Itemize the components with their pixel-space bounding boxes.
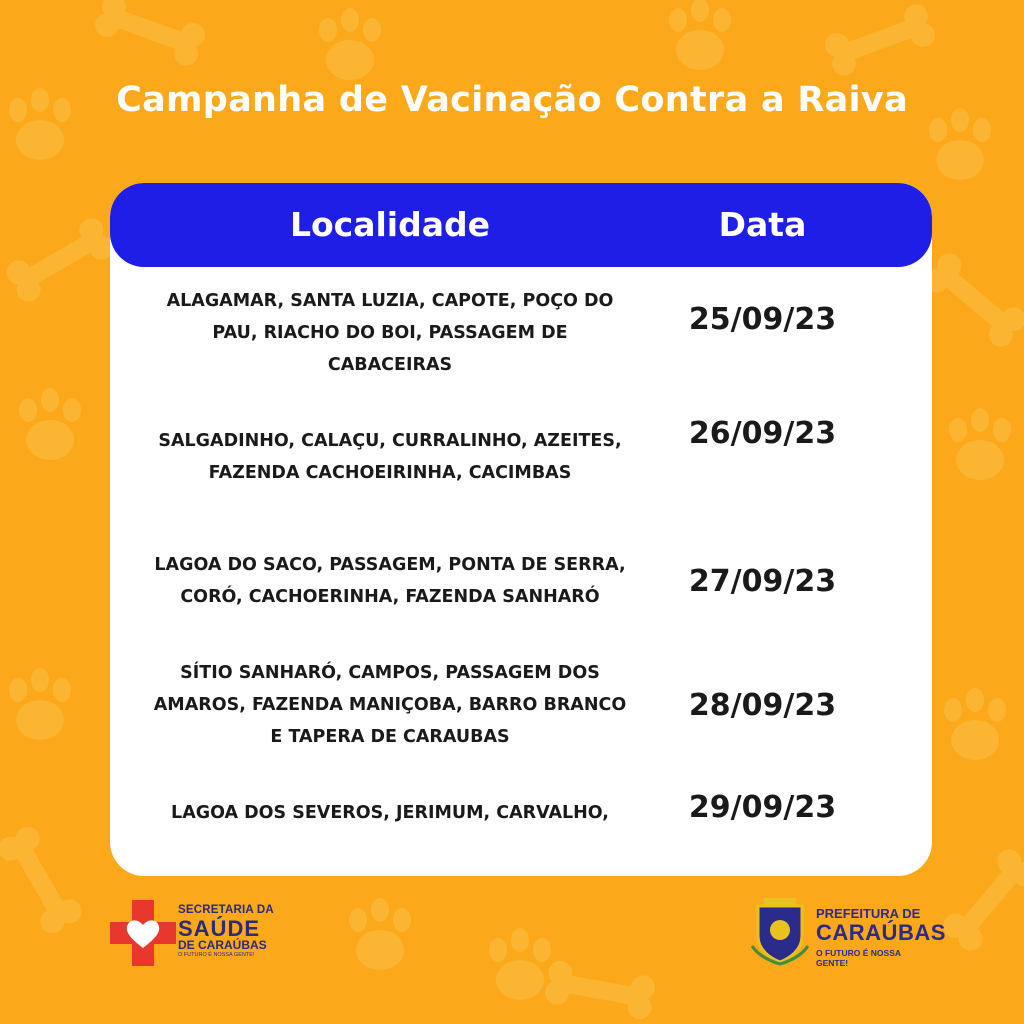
table-row — [110, 763, 932, 863]
bone-icon — [938, 844, 1024, 955]
column-header-location: Localidade — [289, 205, 491, 244]
row-date: 28/09/23 — [688, 687, 837, 723]
paw-print-icon — [944, 688, 1006, 760]
secretaria-saude-logo — [110, 898, 280, 968]
table-row — [110, 531, 932, 631]
row-location: ALAGAMAR, SANTA LUZIA, CAPOTE, POÇO DO PAU, RIACHO DO BOI, PASSAGEM DE CABACEIRAS — [166, 291, 614, 375]
page-title: Campanha de Vacinação Contra a Raiva — [116, 80, 908, 120]
health-cross-heart-icon — [110, 900, 176, 966]
logo-left-line1: SECRETARIA DA — [178, 904, 274, 916]
bone-icon — [919, 248, 1024, 351]
logo-right-line2: CARAÚBAS — [816, 920, 946, 945]
row-location: SÍTIO SANHARÓ, CAMPOS, PASSAGEM DOS AMAROS, FAZENDA MANIÇOBA, BARRO BRANCO E TAPERA DE CARAUBAS — [153, 663, 627, 747]
row-date: 25/09/23 — [688, 301, 837, 337]
bone-icon — [822, 1, 939, 79]
table-header — [110, 183, 932, 267]
logo-right-line1: PREFEITURA DE — [816, 906, 921, 921]
prefeitura-caraubas-logo — [750, 896, 946, 968]
paw-print-icon — [19, 388, 81, 460]
paw-print-icon — [9, 668, 71, 740]
table-row — [110, 655, 932, 755]
bone-icon — [2, 214, 118, 306]
row-location: LAGOA DO SACO, PASSAGEM, PONTA DE SERRA, CORÓ, CACHOERINHA, FAZENDA SANHARÓ — [154, 555, 626, 607]
row-date: 26/09/23 — [688, 415, 837, 451]
paw-print-icon — [319, 8, 381, 80]
paw-print-icon — [949, 408, 1011, 480]
logo-left-line3: DE CARAÚBAS — [178, 938, 267, 952]
logo-right-line3: O FUTURO É NOSSA GENTE! — [816, 948, 901, 968]
table-row — [110, 283, 932, 383]
bone-icon — [543, 959, 657, 1021]
bone-icon — [92, 0, 209, 69]
logo-left-line4: O FUTURO É NOSSA GENTE! — [178, 952, 255, 958]
paw-print-icon — [669, 0, 731, 70]
row-date: 29/09/23 — [688, 789, 837, 825]
table-row — [110, 407, 932, 507]
paw-print-icon — [489, 928, 551, 1000]
schedule-table — [110, 183, 932, 876]
paw-print-icon — [349, 898, 411, 970]
column-header-date: Data — [718, 205, 807, 244]
city-coat-of-arms-icon — [750, 896, 810, 966]
row-location: SALGADINHO, CALAÇU, CURRALINHO, AZEITES, FAZENDA CACHOEIRINHA, CACIMBAS — [158, 431, 622, 483]
row-location: LAGOA DOS SEVEROS, JERIMUM, CARVALHO, — [171, 803, 609, 823]
row-date: 27/09/23 — [688, 563, 837, 599]
bone-icon — [0, 822, 86, 938]
logo-left-line2: SAÚDE — [178, 916, 261, 941]
